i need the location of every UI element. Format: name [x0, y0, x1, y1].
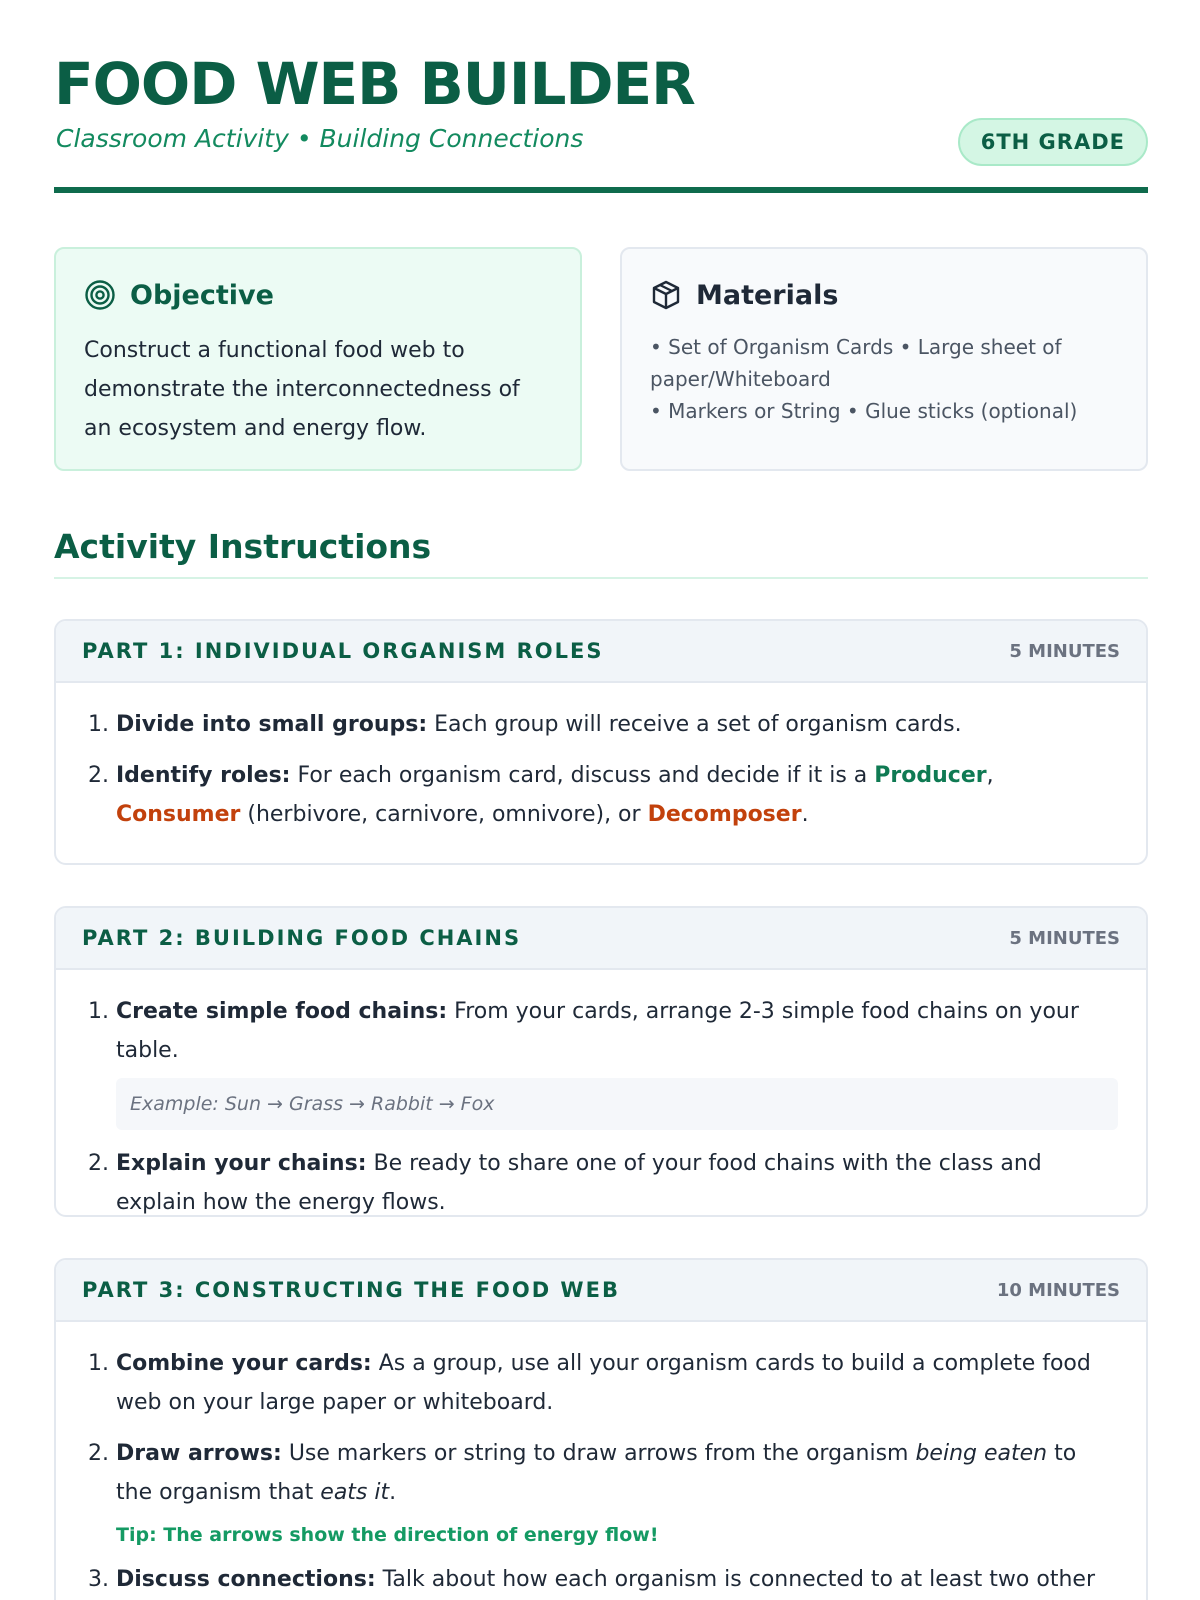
example-box: Example: Sun → Grass → Rabbit → Fox [116, 1078, 1118, 1130]
list-item [84, 756, 1118, 834]
materials-header [650, 277, 1118, 313]
step-text: Be ready to share one of your food chains with the class and explain how the energy flows. [116, 1151, 1042, 1215]
step-text: From your cards, arrange 2-3 simple food chains on your table. [116, 999, 1079, 1063]
step-text: . [389, 1480, 397, 1505]
objective-title: Objective [130, 279, 274, 311]
part-2-time: 5 MINUTES [1009, 927, 1120, 949]
step-text: . [801, 802, 809, 827]
part-1-time: 5 MINUTES [1009, 640, 1120, 662]
step-text: Each group will receive a set of organism cards. [427, 712, 962, 737]
page-subtitle: Classroom Activity • Building Connections [56, 124, 584, 153]
materials-card [620, 247, 1148, 471]
tip-text: Tip: The arrows show the direction of energy flow! [116, 1524, 659, 1546]
objective-header [84, 277, 552, 313]
step-number: 2. [88, 1441, 109, 1466]
part-3-title: PART 3: CONSTRUCTING THE FOOD WEB [82, 1278, 620, 1302]
step-number: 1. [88, 1351, 109, 1376]
info-cards [54, 247, 1148, 471]
step-text: (herbivore, carnivore, omnivore), or [240, 802, 648, 827]
part-3-header [56, 1260, 1146, 1322]
list-item [84, 1560, 1118, 1599]
list-item [84, 1434, 1118, 1512]
activity-sheet [54, 0, 1148, 1592]
step-separator: , [986, 763, 994, 788]
keyword-producer: Producer [874, 763, 987, 788]
list-item [84, 705, 1118, 744]
materials-list [650, 331, 1118, 427]
objective-text: Construct a functional food web to demonstrate the interconnectedness of an ecosystem and energy flow. [84, 338, 520, 441]
step-label: Divide into small groups: [116, 712, 428, 737]
objective-card [54, 247, 582, 471]
step-text: Use markers or string to draw arrows from the organism [281, 1441, 916, 1466]
step-number: 3. [88, 1567, 109, 1592]
part-1-card [54, 619, 1148, 865]
materials-title: Materials [696, 279, 839, 311]
part-2-card [54, 906, 1148, 1217]
page-title: FOOD WEB BUILDER [54, 50, 695, 118]
part-1-header [56, 621, 1146, 683]
step-label: Draw arrows: [116, 1441, 282, 1466]
part-2-header [56, 908, 1146, 970]
part-3-card [54, 1258, 1148, 1600]
step-number: 1. [88, 999, 109, 1024]
step-number: 2. [88, 763, 109, 788]
step-text: As a group, use all your organism cards to build a complete food web on your large paper or whiteboard. [116, 1351, 1091, 1415]
box-icon [650, 279, 682, 311]
step-text: Talk about how each organism is connected to at least two other [375, 1567, 1095, 1592]
emphasis-text: being eaten [915, 1441, 1048, 1466]
part-3-body [56, 1322, 1146, 1599]
list-item [84, 992, 1118, 1070]
step-text: For each organism card, discuss and decide if it is a [290, 763, 875, 788]
header-divider [54, 187, 1148, 193]
part-2-title: PART 2: BUILDING FOOD CHAINS [82, 926, 522, 950]
section-divider [54, 577, 1148, 579]
step-label: Explain your chains: [116, 1151, 367, 1176]
keyword-consumer: Consumer [116, 802, 241, 827]
materials-line-2: • Markers or String • Glue sticks (optional) [650, 399, 1078, 423]
list-item [84, 1144, 1118, 1217]
step-number: 2. [88, 1151, 109, 1176]
emphasis-text: eats it [320, 1480, 390, 1505]
step-label: Discuss connections: [116, 1567, 376, 1592]
target-icon [84, 279, 116, 311]
materials-line-1: • Set of Organism Cards • Large sheet of paper/Whiteboard [650, 335, 1062, 391]
header [54, 0, 1148, 194]
part-1-body [56, 683, 1146, 834]
step-label: Create simple food chains: [116, 999, 448, 1024]
grade-badge: 6TH GRADE [958, 118, 1148, 166]
keyword-decomposer: Decomposer [647, 802, 802, 827]
section-title: Activity Instructions [54, 527, 432, 566]
step-label: Combine your cards: [116, 1351, 372, 1376]
step-text: to the organism that [116, 1441, 1077, 1505]
part-1-title: PART 1: INDIVIDUAL ORGANISM ROLES [82, 639, 604, 663]
step-label: Identify roles: [116, 763, 291, 788]
step-number: 1. [88, 712, 109, 737]
part-3-time: 10 MINUTES [996, 1279, 1120, 1301]
part-2-body [56, 970, 1146, 1217]
list-item [84, 1344, 1118, 1422]
